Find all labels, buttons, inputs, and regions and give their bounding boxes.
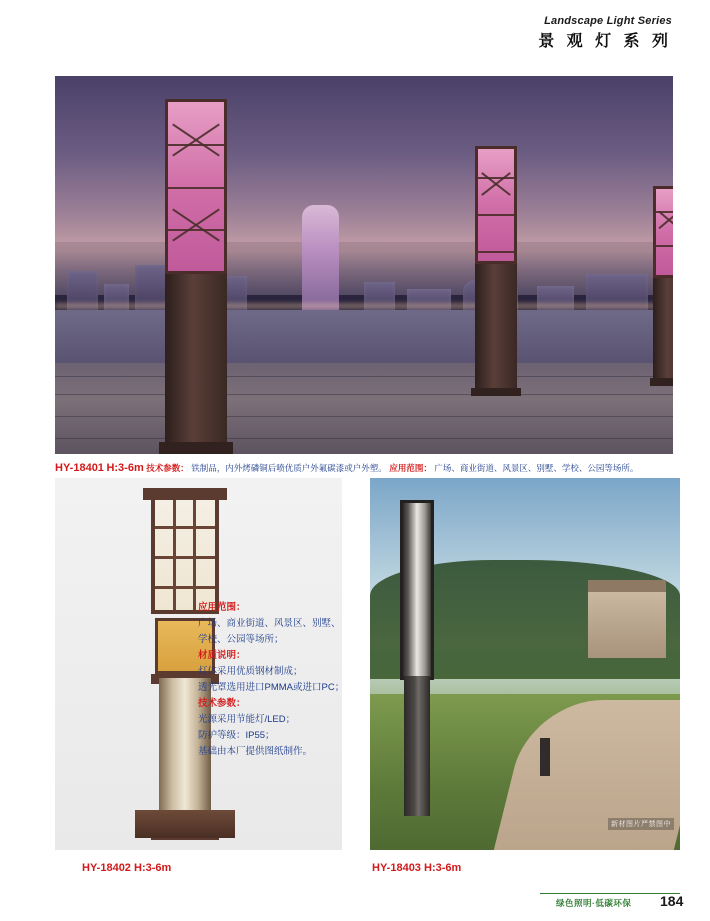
lamp-lattice <box>168 187 224 231</box>
photo-bollard-light <box>540 738 550 776</box>
spec-tech-line-2: 防护等级：IP55； <box>198 730 275 741</box>
lamp-head <box>165 99 227 274</box>
lamp-lattice <box>155 526 215 529</box>
lamp-lattice <box>656 189 673 213</box>
header-english-title: Landscape Light Series <box>544 15 672 27</box>
lamp-lattice <box>658 211 673 229</box>
product-photo-18403 <box>370 478 680 850</box>
spec-material-label: 材质说明： <box>198 650 246 661</box>
page-header <box>538 14 672 53</box>
spec-tech-line-1: 光源采用节能灯/LED； <box>198 714 296 725</box>
lamp-lattice <box>478 186 514 216</box>
tech-params-text: 铁制品，内外烤磷铜后喷优质户外氟碳漆或户外塑。 <box>191 463 387 473</box>
spec-material-line-2: 透光罩选用进口PMMA或进口PC； <box>198 682 345 693</box>
lamp-base <box>471 388 521 396</box>
application-scope-label: 应用范围： <box>389 463 432 473</box>
hero-lamp-small <box>653 186 673 386</box>
product-height-18401: H:3-6m <box>106 462 144 474</box>
deck-line <box>55 416 673 417</box>
lamp-lattice <box>168 144 224 188</box>
spec-material-line-1: 灯体采用优质钢材制成； <box>198 666 303 677</box>
tech-params-label: 技术参数： <box>146 463 189 473</box>
deck-line <box>55 438 673 439</box>
lamp-lattice <box>172 208 220 241</box>
lamp-lattice <box>172 124 220 157</box>
top-caption-row <box>55 462 680 475</box>
lamp-head <box>400 500 434 680</box>
lamp-lattice <box>172 208 220 241</box>
lamp-head <box>151 496 219 614</box>
lamp-lattice <box>478 149 514 179</box>
lamp-lattice <box>478 223 514 253</box>
lamp-base <box>650 378 673 386</box>
specification-block <box>198 600 348 760</box>
spec-tech-line-3: 基础由本厂提供图纸制作。 <box>198 746 313 757</box>
photo-background-building <box>588 590 666 658</box>
product-code-18401: HY-18401 <box>55 462 104 474</box>
lamp-lattice <box>481 172 511 196</box>
lamp-lattice <box>481 172 511 196</box>
lamp-lattice <box>155 556 215 559</box>
lamp-lattice <box>193 500 196 610</box>
caption-18403 <box>372 862 461 874</box>
lamp-lattice <box>173 500 176 610</box>
hero-lamp-mid <box>475 146 517 396</box>
application-scope-text: 广场、商业街道、风景区、别墅、学校、公园等场所。 <box>434 463 639 473</box>
product-height-18402: H:3-6m <box>134 862 172 874</box>
lamp-lattice <box>656 223 673 247</box>
lamp-pole <box>475 264 517 388</box>
lamp-lattice <box>168 102 224 146</box>
photo-watermark: 新材图片严禁图中 <box>608 818 674 830</box>
lamp-lattice <box>168 229 224 273</box>
lamp-lattice <box>155 586 215 589</box>
deck-line <box>55 394 673 395</box>
lamp-pole <box>165 274 227 442</box>
spec-tech-label: 技术参数： <box>198 698 246 709</box>
spec-application-label: 应用范围： <box>198 602 246 613</box>
product-code-18402: HY-18402 <box>82 862 131 874</box>
lamp-lattice <box>658 211 673 229</box>
header-chinese-title: 景 观 灯 系 列 <box>538 33 672 50</box>
hero-horizon-glow <box>55 303 673 309</box>
spec-application-line-2: 学校、公园等场所； <box>198 634 284 645</box>
hero-water <box>55 310 673 370</box>
spec-application-line-1: 广场、商业街道、风景区、别墅、 <box>198 618 341 629</box>
product-code-18403: HY-18403 <box>372 862 421 874</box>
lamp-base <box>159 442 233 454</box>
page-number: 184 <box>660 893 684 909</box>
hero-plaza-deck <box>55 363 673 454</box>
footer-divider <box>540 893 680 894</box>
lamp-base <box>135 810 235 838</box>
lamp-head <box>653 186 673 278</box>
product-height-18403: H:3-6m <box>424 862 462 874</box>
deck-line <box>55 376 673 377</box>
hero-product-photo <box>55 76 673 454</box>
footer-slogan: 绿色照明·低碳环保 <box>556 898 632 908</box>
hero-lamp-large <box>165 99 227 454</box>
caption-18402 <box>82 862 171 874</box>
skyline-tower <box>302 205 339 318</box>
lamp-lattice <box>172 124 220 157</box>
lamp-head <box>475 146 517 264</box>
lamp-pole <box>404 676 430 816</box>
lamp-pole <box>653 278 673 378</box>
